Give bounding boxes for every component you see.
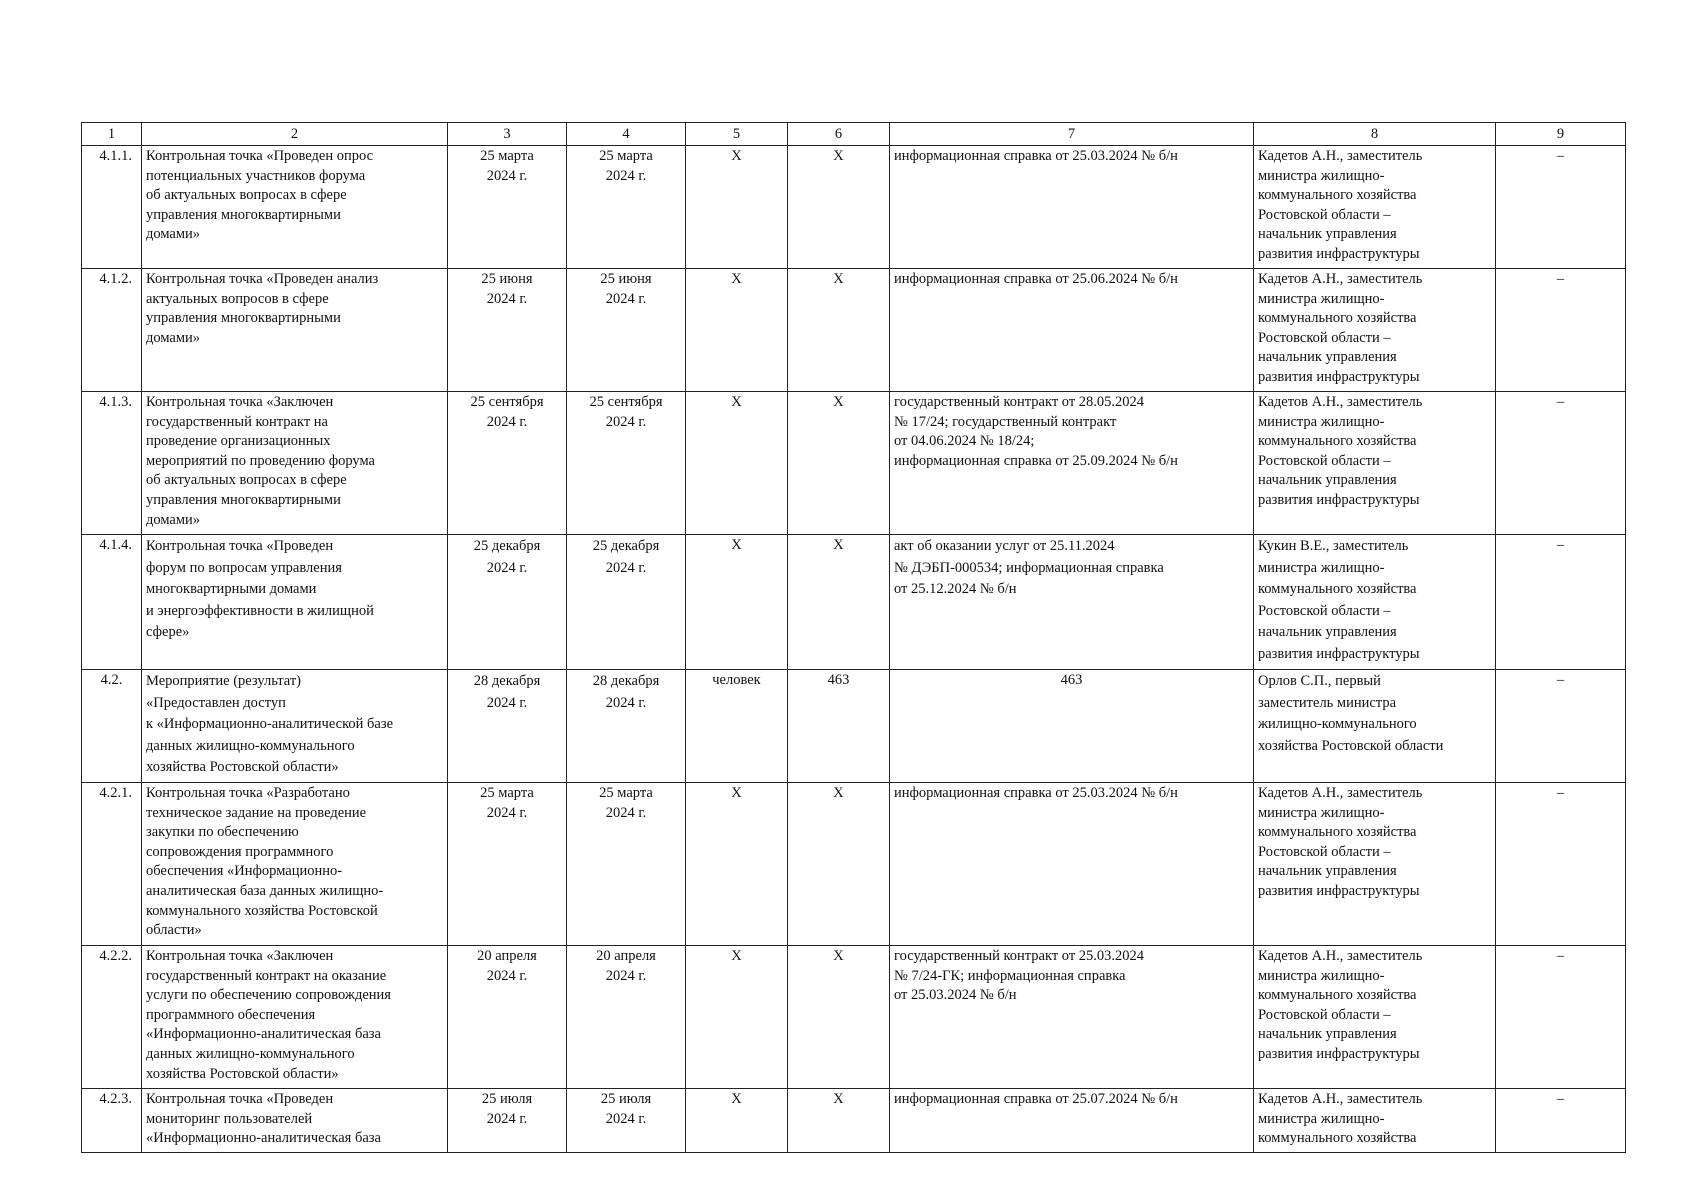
row-unit: X: [686, 783, 788, 946]
row-unit: X: [686, 535, 788, 670]
header-col-3: 3: [448, 123, 567, 146]
row-value-plan: 463: [788, 670, 890, 783]
row-value-plan: X: [788, 783, 890, 946]
row-number: 4.2.3.: [82, 1089, 142, 1153]
row-number: 4.1.1.: [82, 146, 142, 269]
row-unit: человек: [686, 670, 788, 783]
row-responsible: Орлов С.П., первый заместитель министра жилищно-коммунального хозяйства Ростовской области: [1254, 670, 1496, 783]
row-date-plan: 25 марта 2024 г.: [448, 146, 567, 269]
row-number: 4.2.2.: [82, 946, 142, 1089]
row-date-fact: 25 июня 2024 г.: [567, 269, 686, 392]
row-name: Контрольная точка «Проведен форум по вопросам управления многоквартирными домами и энергоэффективности в жилищной сфере»: [142, 535, 448, 670]
row-note: –: [1496, 146, 1626, 269]
row-date-fact: 25 сентября 2024 г.: [567, 392, 686, 535]
row-date-plan: 25 декабря 2024 г.: [448, 535, 567, 670]
row-date-fact: 25 марта 2024 г.: [567, 146, 686, 269]
table-row: [82, 535, 1626, 670]
row-name: Контрольная точка «Заключен государственный контракт на оказание услуги по обеспечению сопровождения программного обеспечения «Информационно-аналитическая база данных жилищно-коммунального хозяйства Ростовской области»: [142, 946, 448, 1089]
row-note: –: [1496, 269, 1626, 392]
row-name: Контрольная точка «Проведен опрос потенциальных участников форума об актуальных вопросах в сфере управления многоквартирными домами»: [142, 146, 448, 269]
row-date-plan: 25 июня 2024 г.: [448, 269, 567, 392]
table-header: [82, 123, 1626, 146]
row-name: Контрольная точка «Проведен мониторинг пользователей «Информационно-аналитическая база: [142, 1089, 448, 1153]
row-number: 4.1.4.: [82, 535, 142, 670]
row-note: –: [1496, 946, 1626, 1089]
row-responsible: Кадетов А.Н., заместитель министра жилищно- коммунального хозяйства Ростовской области – начальник управления развития инфраструктуры: [1254, 946, 1496, 1089]
row-value-fact: информационная справка от 25.07.2024 № б/н: [890, 1089, 1254, 1153]
row-name: Контрольная точка «Разработано техническое задание на проведение закупки по обеспечению сопровождения программного обеспечения «Информационно- аналитическая база данных жилищно- коммунального хозяйства Ростовской области»: [142, 783, 448, 946]
row-name: Контрольная точка «Проведен анализ актуальных вопросов в сфере управления многоквартирными домами»: [142, 269, 448, 392]
row-note: –: [1496, 670, 1626, 783]
row-value-plan: X: [788, 392, 890, 535]
table-row: [82, 146, 1626, 269]
row-note: –: [1496, 783, 1626, 946]
header-col-2: 2: [142, 123, 448, 146]
row-date-plan: 28 декабря 2024 г.: [448, 670, 567, 783]
table-row: [82, 670, 1626, 783]
row-name: Мероприятие (результат) «Предоставлен доступ к «Информационно-аналитической базе данных жилищно-коммунального хозяйства Ростовской области»: [142, 670, 448, 783]
row-responsible: Кадетов А.Н., заместитель министра жилищно- коммунального хозяйства Ростовской области – начальник управления развития инфраструктуры: [1254, 783, 1496, 946]
row-value-fact: информационная справка от 25.03.2024 № б/н: [890, 783, 1254, 946]
report-table: [81, 122, 1626, 1153]
table-row: [82, 783, 1626, 946]
row-unit: X: [686, 146, 788, 269]
row-unit: X: [686, 392, 788, 535]
header-col-1: 1: [82, 123, 142, 146]
row-value-fact: 463: [890, 670, 1254, 783]
row-unit: X: [686, 1089, 788, 1153]
row-value-fact: государственный контракт от 25.03.2024 № 7/24-ГК; информационная справка от 25.03.2024 № б/н: [890, 946, 1254, 1089]
header-col-4: 4: [567, 123, 686, 146]
row-number: 4.2.: [82, 670, 142, 783]
row-value-fact: акт об оказании услуг от 25.11.2024 № ДЭБП-000534; информационная справка от 25.12.2024 № б/н: [890, 535, 1254, 670]
row-date-plan: 25 марта 2024 г.: [448, 783, 567, 946]
row-responsible: Кадетов А.Н., заместитель министра жилищно- коммунального хозяйства Ростовской области – начальник управления развития инфраструктуры: [1254, 392, 1496, 535]
row-date-plan: 20 апреля 2024 г.: [448, 946, 567, 1089]
row-value-plan: X: [788, 1089, 890, 1153]
row-note: –: [1496, 392, 1626, 535]
row-date-plan: 25 июля 2024 г.: [448, 1089, 567, 1153]
table-row: [82, 269, 1626, 392]
table-body: [82, 146, 1626, 1153]
row-unit: X: [686, 269, 788, 392]
row-responsible: Кадетов А.Н., заместитель министра жилищно- коммунального хозяйства Ростовской области – начальник управления развития инфраструктуры: [1254, 146, 1496, 269]
row-date-fact: 25 марта 2024 г.: [567, 783, 686, 946]
row-value-plan: X: [788, 535, 890, 670]
row-responsible: Кадетов А.Н., заместитель министра жилищно- коммунального хозяйства Ростовской области – начальник управления развития инфраструктуры: [1254, 269, 1496, 392]
header-col-7: 7: [890, 123, 1254, 146]
row-date-fact: 25 июля 2024 г.: [567, 1089, 686, 1153]
row-number: 4.2.1.: [82, 783, 142, 946]
table-row: [82, 946, 1626, 1089]
row-note: –: [1496, 1089, 1626, 1153]
row-date-fact: 20 апреля 2024 г.: [567, 946, 686, 1089]
table-row: [82, 1089, 1626, 1153]
row-value-plan: X: [788, 946, 890, 1089]
table-row: [82, 392, 1626, 535]
header-col-8: 8: [1254, 123, 1496, 146]
header-col-6: 6: [788, 123, 890, 146]
row-responsible: Кукин В.Е., заместитель министра жилищно- коммунального хозяйства Ростовской области – начальник управления развития инфраструктуры: [1254, 535, 1496, 670]
row-value-fact: информационная справка от 25.03.2024 № б/н: [890, 146, 1254, 269]
row-number: 4.1.3.: [82, 392, 142, 535]
header-col-5: 5: [686, 123, 788, 146]
row-value-fact: информационная справка от 25.06.2024 № б/н: [890, 269, 1254, 392]
header-col-9: 9: [1496, 123, 1626, 146]
row-date-plan: 25 сентября 2024 г.: [448, 392, 567, 535]
row-note: –: [1496, 535, 1626, 670]
row-date-fact: 28 декабря 2024 г.: [567, 670, 686, 783]
row-value-plan: X: [788, 146, 890, 269]
row-responsible: Кадетов А.Н., заместитель министра жилищно- коммунального хозяйства: [1254, 1089, 1496, 1153]
row-number: 4.1.2.: [82, 269, 142, 392]
row-value-fact: государственный контракт от 28.05.2024 № 17/24; государственный контракт от 04.06.2024 № 18/24; информационная справка от 25.09.2024 № б/н: [890, 392, 1254, 535]
row-unit: X: [686, 946, 788, 1089]
row-date-fact: 25 декабря 2024 г.: [567, 535, 686, 670]
row-name: Контрольная точка «Заключен государственный контракт на проведение организационных мероприятий по проведению форума об актуальных вопросах в сфере управления многоквартирными домами»: [142, 392, 448, 535]
row-value-plan: X: [788, 269, 890, 392]
